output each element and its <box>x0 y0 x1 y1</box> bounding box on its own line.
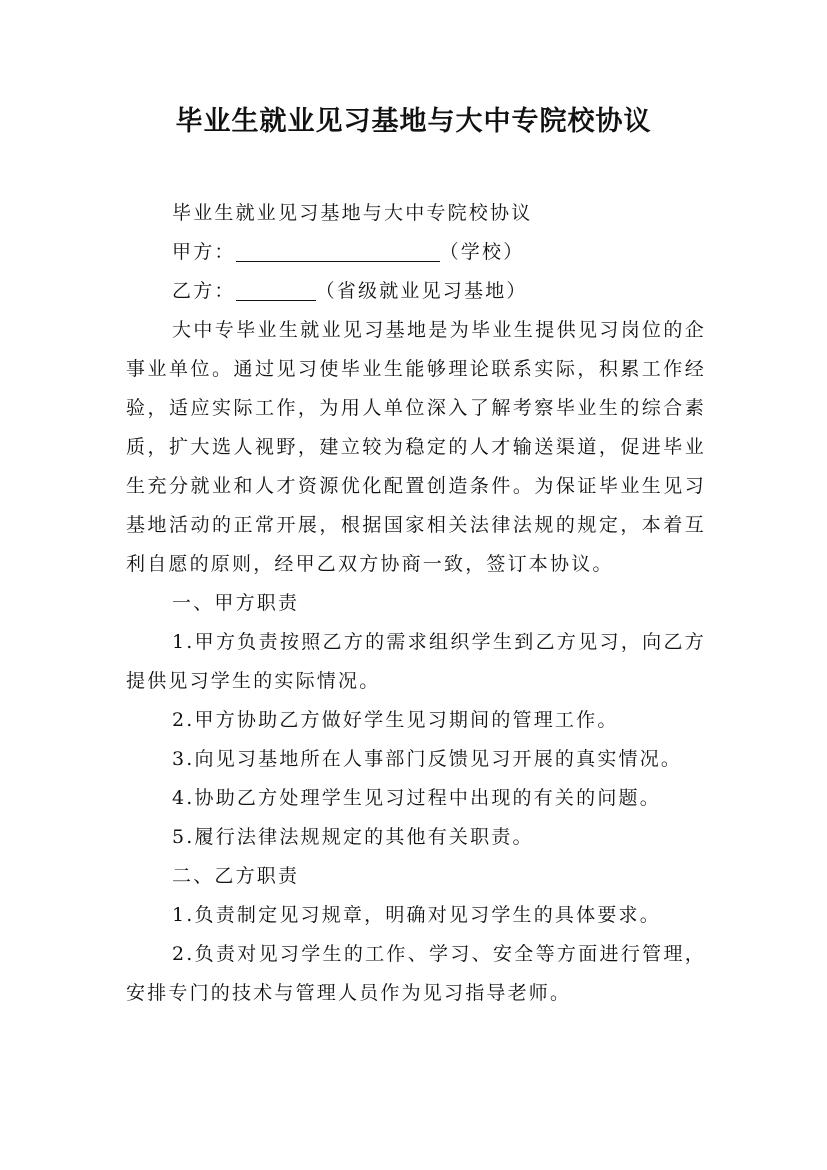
section-a-item: 1.甲方负责按照乙方的需求组织学生到乙方见习，向乙方提供见习学生的实际情况。 <box>126 631 706 692</box>
party-b-blank-field <box>236 281 316 301</box>
party-a-blank-field <box>236 242 440 262</box>
party-a-line <box>126 233 706 272</box>
section-b-item: 1.负责制定见习规章，明确对见习学生的具体要求。 <box>172 904 661 926</box>
section-a-heading: 一、甲方职责 <box>172 592 300 614</box>
section-b-heading: 二、乙方职责 <box>172 865 300 887</box>
party-b-line <box>126 272 706 311</box>
party-a-label: 甲方： <box>172 241 236 263</box>
party-b-label: 乙方： <box>172 280 236 302</box>
section-a-item: 2.甲方协助乙方做好学生见习期间的管理工作。 <box>172 709 619 731</box>
section-b-item: 2.负责对见习学生的工作、学习、安全等方面进行管理，安排专门的技术与管理人员作为见习指导老师。 <box>126 943 706 1004</box>
intro-paragraph: 大中专毕业生就业见习基地是为毕业生提供见习岗位的企事业单位。通过见习使毕业生能够理论联系实际，积累工作经验，适应实际工作，为用人单位深入了解考察毕业生的综合素质，扩大选人视野，建立较为稳定的人才输送渠道，促进毕业生充分就业和人才资源优化配置创造条件。为保证毕业生见习基地活动的正常开展，根据国家相关法律法规的规定，本着互利自愿的原则，经甲乙双方协商一致，签订本协议。 <box>126 319 706 575</box>
party-a-suffix: （学校） <box>439 241 525 263</box>
document-title: 毕业生就业见习基地与大中专院校协议 <box>175 106 652 137</box>
party-b-suffix: （省级就业见习基地） <box>315 280 528 302</box>
section-a-item: 4.协助乙方处理学生见习过程中出现的有关的问题。 <box>172 787 661 809</box>
section-a-item: 5.履行法律法规规定的其他有关职责。 <box>172 826 534 848</box>
section-a-item: 3.向见习基地所在人事部门反馈见习开展的真实情况。 <box>172 748 683 770</box>
document-body <box>126 194 706 1013</box>
document-subtitle: 毕业生就业见习基地与大中专院校协议 <box>172 202 533 224</box>
